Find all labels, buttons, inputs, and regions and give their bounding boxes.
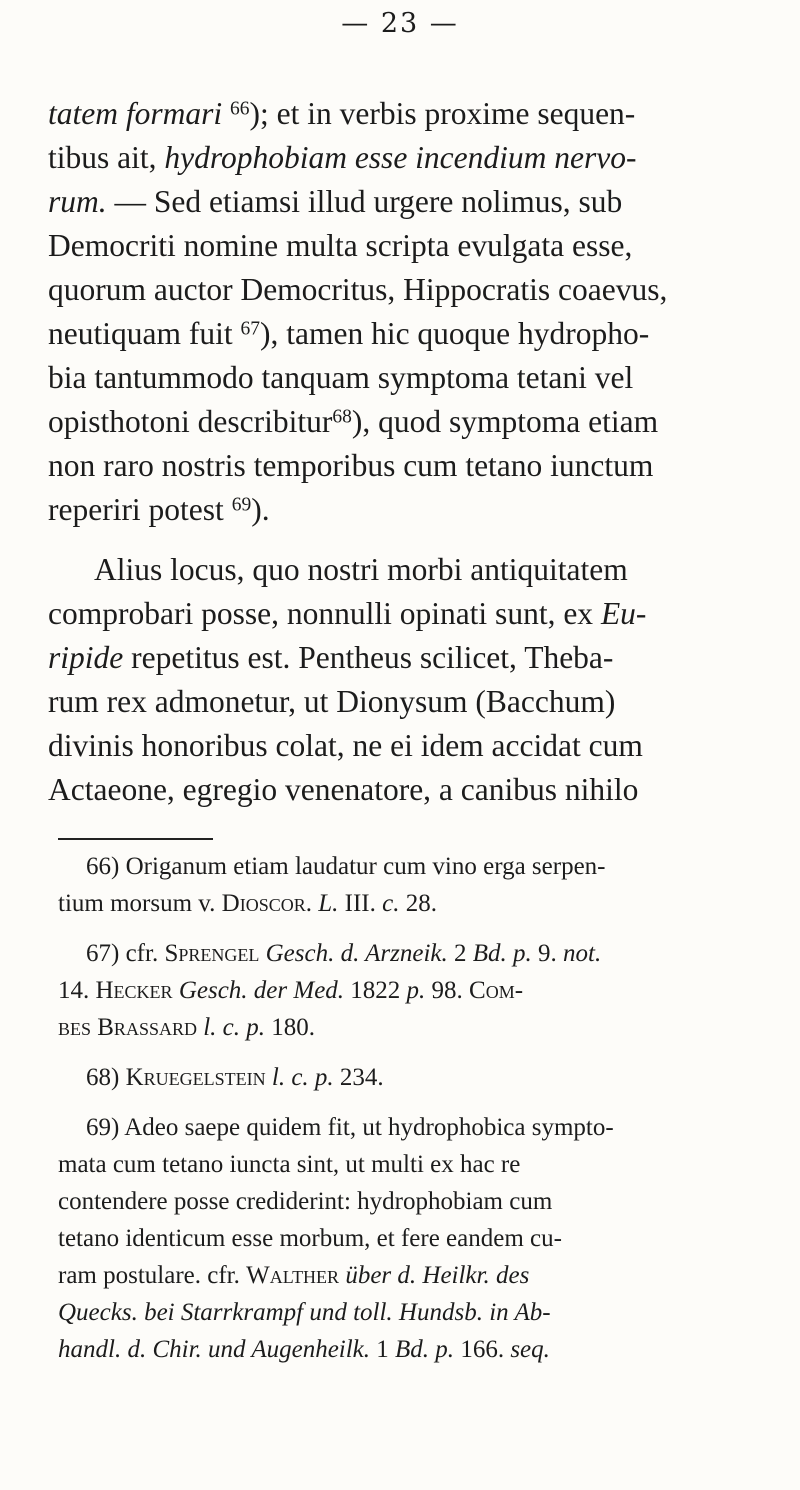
text-line: Democriti nomine multa scripta evulgata esse,	[48, 228, 633, 263]
text-line: reperiri potest $^{69}$).	[48, 492, 270, 527]
page-number: — 23 —	[341, 8, 459, 39]
text-line: rum. — Sed etiamsi illud urgere nolimus, sub	[48, 184, 623, 219]
footnote-line: contendere posse crediderint: hydrophobiam cum	[58, 1188, 553, 1215]
footnote-line: tetano identicum esse morbum, et fere eandem cu-	[58, 1225, 562, 1252]
text-line: quorum auctor Democritus, Hippocratis coaevus,	[48, 272, 668, 307]
text-line: neutiquam fuit $^{67}$), tamen hic quoque hydropho-	[48, 316, 650, 351]
footnote-line: Quecks. bei Starrkrampf und toll. Hundsb. in Ab-	[58, 1299, 551, 1326]
footnote-line: 66) Origanum etiam laudatur cum vino erga serpen-	[86, 853, 606, 880]
text-line: divinis honoribus colat, ne ei idem accidat cum	[48, 728, 643, 763]
footnote-67	[58, 935, 758, 1046]
text-line: Alius locus, quo nostri morbi antiquitatem	[94, 552, 628, 587]
footnote-ref: 68	[332, 406, 352, 428]
text-line: tatem formari $^{66}$); et in verbis proxime sequen-	[48, 96, 636, 131]
footnote-separator	[58, 838, 213, 840]
text-line: rum rex admonetur, ut Dionysum (Bacchum)	[48, 684, 616, 719]
text-line: non raro nostris temporibus cum tetano iunctum	[48, 448, 654, 483]
text-line: tibus ait, hydrophobiam esse incendium nervo-	[48, 140, 637, 175]
footnote-line: tium morsum v. Dioscor. L. III. c. 28.	[58, 890, 437, 917]
text-line: comprobari posse, nonnulli opinati sunt, ex Eu-	[48, 596, 647, 631]
footnote-line: 67) cfr. Sprengel Gesch. d. Arzneik. 2 Bd. p. 9. not.	[86, 940, 602, 967]
text-line: ripide repetitus est. Pentheus scilicet, Theba-	[48, 640, 614, 675]
footnote-line: ram postulare. cfr. Walther über d. Heilkr. des	[58, 1262, 530, 1289]
footnote-66	[58, 848, 758, 922]
main-text	[48, 92, 758, 812]
footnote-line: 68) Kruegelstein l. c. p. 234.	[86, 1064, 384, 1091]
footnote-line: 14. Hecker Gesch. der Med. 1822 p. 98. Com-	[58, 977, 524, 1004]
footnotes	[58, 848, 758, 1381]
footnote-69	[58, 1109, 758, 1368]
footnote-line: bes Brassard l. c. p. 180.	[58, 1014, 316, 1041]
text-line: opisthotoni describitur$^{68}$), quod symptoma etiam	[48, 404, 659, 439]
footnote-ref: 69	[231, 494, 252, 516]
footnote-68	[58, 1059, 758, 1096]
footnote-ref: 66	[230, 98, 250, 120]
footnote-line: 69) Adeo saepe quidem fit, ut hydrophobica sympto-	[86, 1114, 614, 1141]
text-line: Actaeone, egregio venenatore, a canibus nihilo	[48, 772, 639, 807]
footnote-line: mata cum tetano iuncta sint, ut multi ex hac re	[58, 1151, 521, 1178]
footnote-ref: 67	[240, 318, 260, 340]
text-line: bia tantummodo tanquam symptoma tetani vel	[48, 360, 634, 395]
footnote-line: handl. d. Chir. und Augenheilk. 1 Bd. p. 166. seq.	[58, 1336, 550, 1363]
